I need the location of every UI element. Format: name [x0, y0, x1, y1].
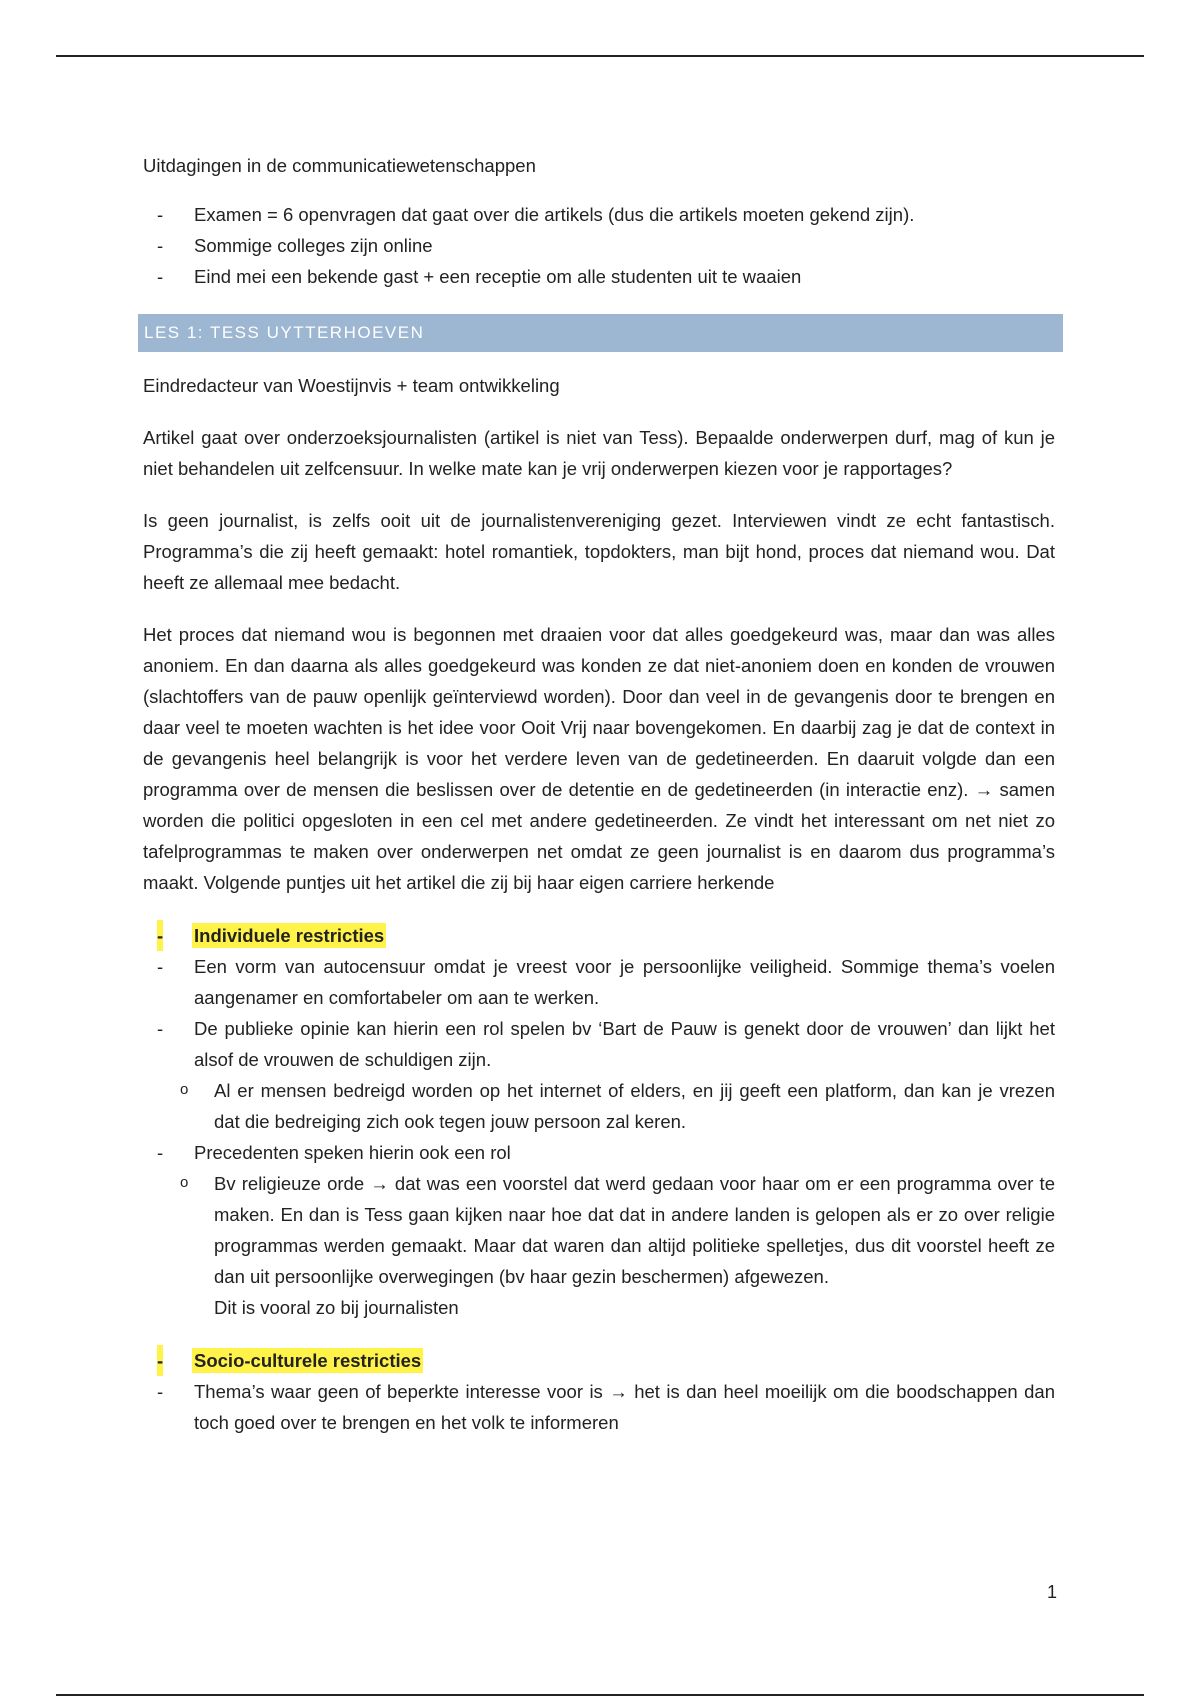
socio-cultural-restrictions-list	[143, 1345, 1055, 1438]
list-item: - Precedenten speken hierin ook een rol	[143, 1137, 1055, 1168]
individual-restrictions-list	[143, 920, 1055, 1075]
highlighted-heading: Socio-culturele restricties	[194, 1350, 422, 1371]
list-heading	[143, 1345, 1055, 1376]
sub-list	[143, 1168, 1055, 1292]
paragraph: Is geen journalist, is zelfs ooit uit de journalistenvereniging gezet. Interviewen vindt ze echt fantastisch. Programma’s die zij heeft gemaakt: hotel romantiek, topdokters, man bijt hond, proces dat niemand wou. Dat heeft ze allemaal mee bedacht.	[143, 510, 1055, 593]
document-title: Uitdagingen in de communicatiewetenschappen	[143, 155, 536, 176]
footer-rule	[56, 1694, 1144, 1696]
sub-list	[143, 1075, 1055, 1137]
sub-list-item: o Bv religieuze orde → dat was een voorstel dat werd gedaan voor haar om er een programma over te maken. En dan is Tess gaan kijken naar hoe dat dat in andere landen is gelopen als er zo over religie programmas werden gemaakt. Maar dat waren dan altijd politieke spelletjes, dus dit voorstel heeft ze dan uit persoonlijke overwegingen (bv haar gezin beschermen) afgewezen.	[143, 1168, 1055, 1292]
highlighted-heading: Individuele restricties	[194, 925, 385, 946]
list-item: - Eind mei een bekende gast + een receptie om alle studenten uit te waaien	[143, 261, 1055, 292]
section-heading: LES 1: TESS UYTTERHOEVEN	[138, 314, 1063, 352]
note-line: Dit is vooral zo bij journalisten	[214, 1297, 459, 1318]
list-item-text: De publieke opinie kan hierin een rol spelen bv ‘Bart de Pauw is genekt door de vrouwen’ dan lijkt het alsof de vrouwen de schuldigen zijn.	[194, 1018, 1055, 1070]
list-item: - Sommige colleges zijn online	[143, 230, 1055, 261]
list-item: - Een vorm van autocensuur omdat je vreest voor je persoonlijke veiligheid. Sommige thema’s voelen aangenamer en comfortabeler om aan te werken.	[143, 951, 1055, 1013]
list-item: - Examen = 6 openvragen dat gaat over die artikels (dus die artikels moeten gekend zijn).	[143, 199, 1055, 230]
paragraph: Het proces dat niemand wou is begonnen met draaien voor dat alles goedgekeurd was, maar dan was alles anoniem. En dan daarna als alles goedgekeurd was konden ze dat niet-anoniem doen en konden de vrouwen (slachtoffers van de pauw openlijk geïnterviewd worden). Door dan veel in de gevangenis door te brengen en daar veel te moeten wachten is het idee voor Ooit Vrij naar bovengekomen. En daarbij zag je dat de context in de gevangenis heel belangrijk is voor het verdere leven van de gedetineerden. En daaruit volgde dan een programma over de mensen die beslissen over de detentie en de gedetineerden (in interactie enz). → samen worden die politici opgesloten in een cel met andere gedetineerden. Ze vindt het interessant om net niet zo tafelprogrammas te maken over onderwerpen net omdat ze geen journalist is en daarom dus programma’s maakt. Volgende puntjes uit het artikel die zij bij haar eigen carriere herkende	[143, 624, 1055, 893]
document-body	[143, 150, 1055, 1438]
individual-restrictions-list-cont	[143, 1137, 1055, 1168]
page-number: 1	[1047, 1582, 1058, 1602]
sub-list-item: o Al er mensen bedreigd worden op het internet of elders, en jij geeft een platform, dan kan je vrezen dat die bedreiging zich ook tegen jouw persoon zal keren.	[143, 1075, 1055, 1137]
intro-list	[143, 199, 1055, 292]
subtitle: Eindredacteur van Woestijnvis + team ontwikkeling	[143, 375, 560, 396]
list-item	[143, 1013, 1055, 1075]
list-item: - Thema’s waar geen of beperkte interesse voor is → het is dan heel moeilijk om die boodschappen dan toch goed over te brengen en het volk te informeren	[143, 1376, 1055, 1438]
paragraph: Artikel gaat over onderzoeksjournalisten (artikel is niet van Tess). Bepaalde onderwerpen durf, mag of kun je niet behandelen uit zelfcensuur. In welke mate kan je vrij onderwerpen kiezen voor je rapportages?	[143, 427, 1055, 479]
header-rule	[56, 55, 1144, 57]
list-heading	[143, 920, 1055, 951]
